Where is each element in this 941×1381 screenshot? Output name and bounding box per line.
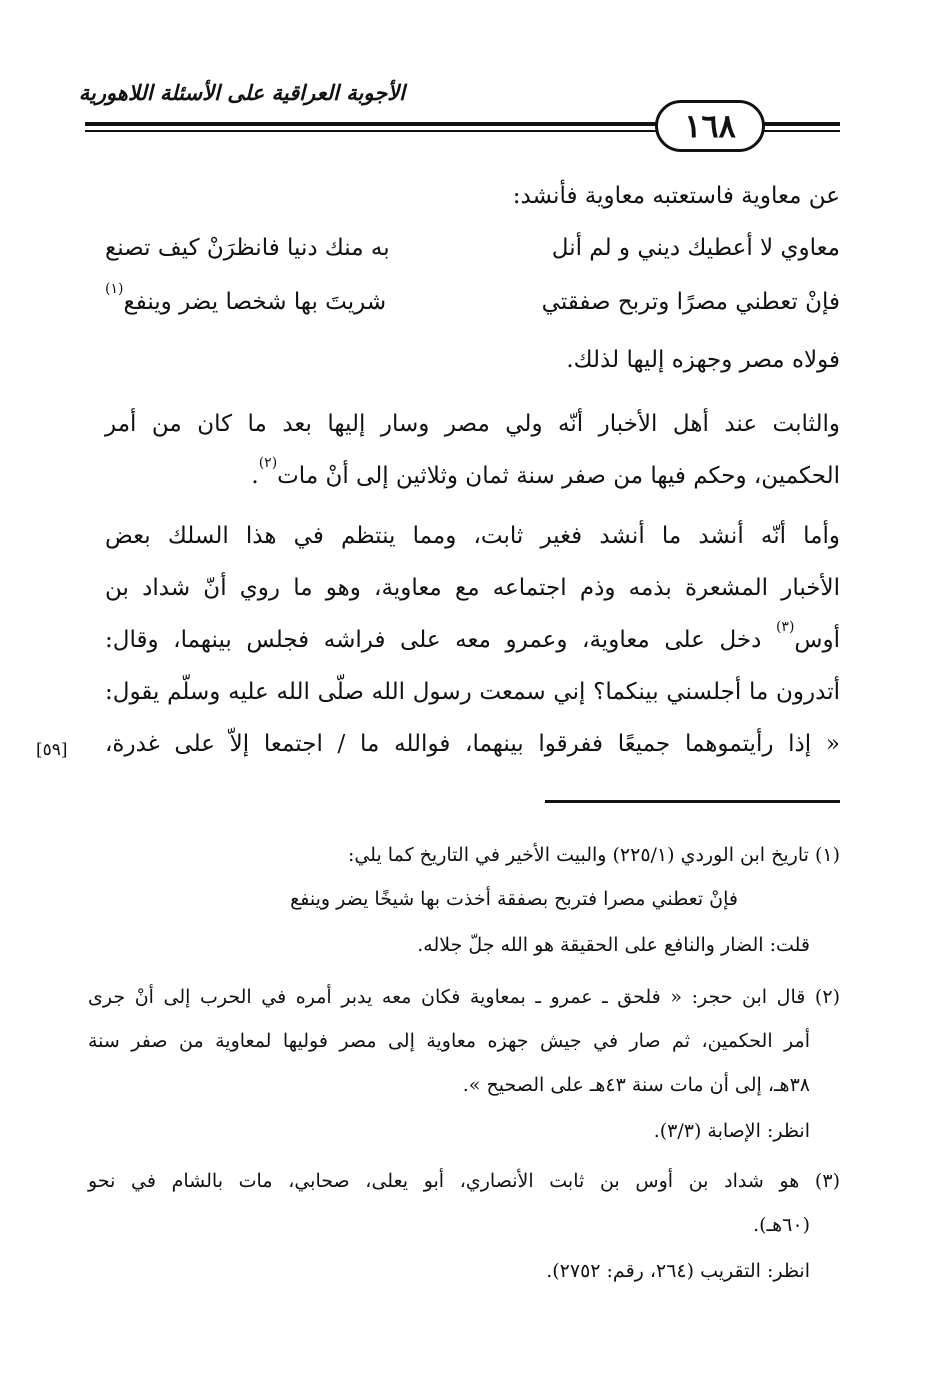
footnote-line: (١) تاريخ ابن الوردي (٢٢٥/١) والبيت الأخير في التاريخ كما يلي:: [347, 844, 840, 866]
footnote-line: (٢) قال ابن حجر: « فلحق ـ عمرو ـ بمعاوية فكان معه يدبر أمره في الحرب إلى أنْ جرى: [88, 986, 840, 1008]
footnote-ref-3: (٣): [775, 619, 795, 635]
footnote-ref-2: (٢): [258, 455, 278, 471]
verse-line-2: [105, 282, 840, 322]
body-line: فولاه مصر وجهزه إليها لذلك.: [566, 347, 840, 373]
margin-reference: [٥٩]: [36, 740, 68, 760]
body-line: أتدرون ما أجلسني بينكما؟ إني سمعت رسول الله صلّى الله عليه وسلّم يقول:: [105, 679, 840, 705]
body-line-text: أوس: [794, 627, 840, 653]
body-line: والثابت عند أهل الأخبار أنّه ولي مصر وسار إليها بعد ما كان من أمر: [105, 411, 840, 437]
body-line-text: دخل على معاوية، وعمرو معه على فراشه فجلس بينهما، وقال:: [105, 627, 762, 653]
intro-line: عن معاوية فاستعتبه معاوية فأنشد:: [512, 183, 840, 209]
footnote-line: انظر: الإصابة (٣/٣).: [653, 1120, 810, 1142]
verse-2-first-hemistich: فإنْ تعطني مصرًا وتربح صفقتي: [541, 289, 840, 315]
footnote-line: أمر الحكمين، ثم صار في جيش جهزه معاوية إلى مصر فوليها لمعاوية من صفر سنة: [88, 1030, 810, 1052]
body-line: [105, 456, 840, 496]
body-line: الأخبار المشعرة بذمه وذم اجتماعه مع معاوية، وهو ما روي أنّ شداد بن: [105, 575, 840, 601]
body-line: وأما أنّه أنشد ما أنشد فغير ثابت، ومما ينتظم في هذا السلك بعض: [105, 523, 840, 549]
footnote-separator: [545, 800, 840, 803]
footnote-line: قلت: الضار والنافع على الحقيقة هو الله جلّ جلاله.: [417, 934, 810, 956]
verse-2-second-text: شريتَ بها شخصا يضر وينفع: [123, 289, 387, 315]
verse-1-second-hemistich: به منك دنيا فانظرَنْ كيف تصنع: [105, 235, 390, 261]
footnote-line: انظر: التقريب (٢٦٤، رقم: ٢٧٥٢).: [546, 1260, 810, 1282]
end-dot: .: [251, 463, 259, 489]
page-number: ١٦٨: [655, 100, 765, 152]
body-line: « إذا رأيتموهما جميعًا ففرقوا بينهما، فوالله ما / اجتمعا إلاّ على غدرة،: [105, 731, 840, 757]
footnote-line: ٣٨هـ، إلى أن مات سنة ٤٣هـ على الصحيح ».: [462, 1074, 810, 1096]
verse-1-first-hemistich: معاوي لا أعطيك ديني و لم أنل: [551, 235, 840, 261]
footnote-verse-line: فإنْ تعطني مصرا فتربح بصفقة أخذت بها شيخًا يضر وينفع: [290, 888, 738, 910]
verse-line-1: [105, 228, 840, 268]
footnote-line: (٣) هو شداد بن أوس بن ثابت الأنصاري، أبو يعلى، صحابي، مات بالشام في نحو: [88, 1170, 840, 1192]
body-line-text: الحكمين، وحكم فيها من صفر سنة ثمان وثلاثين إلى أنْ مات: [277, 463, 840, 489]
body-line: [105, 620, 840, 660]
running-title: الأجوبة العراقية على الأسئلة اللاهورية: [78, 80, 405, 105]
footnote-ref-1: (١): [105, 281, 124, 297]
verse-2-second-hemistich: [105, 282, 386, 322]
footnote-line: (٦٠هـ).: [753, 1214, 810, 1236]
